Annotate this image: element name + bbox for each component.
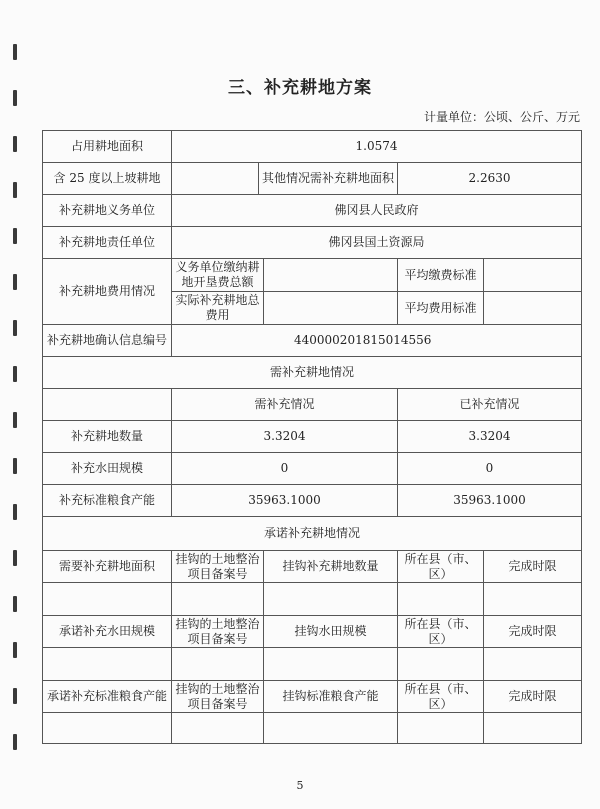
promise-heading: 承诺补充耕地情况 xyxy=(42,516,582,551)
blank-cell xyxy=(263,712,398,744)
blank-cell xyxy=(42,582,172,616)
avg-fee-label: 平均缴费标准 xyxy=(397,258,484,292)
promise-col-1: 挂钩的土地整治项目备案号 xyxy=(171,550,264,583)
binding-hole xyxy=(13,228,17,244)
need-header-blank xyxy=(42,388,172,421)
binding-hole xyxy=(13,642,17,658)
avg-fee-value xyxy=(483,258,582,292)
occupied-label: 占用耕地面积 xyxy=(42,130,172,163)
need-row-done: 35963.1000 xyxy=(397,484,582,517)
need-heading: 需补充耕地情况 xyxy=(42,356,582,389)
blank-cell xyxy=(263,582,398,616)
occupied-value: 1.0574 xyxy=(171,130,582,163)
done-col-header: 已补充情况 xyxy=(397,388,582,421)
promise-col-2: 挂钩水田规模 xyxy=(263,615,398,648)
promise-col-4: 完成时限 xyxy=(483,550,582,583)
avg-cost-value xyxy=(483,291,582,325)
other-label: 其他情况需补充耕地面积 xyxy=(258,162,398,195)
binding-hole xyxy=(13,688,17,704)
confirm-label: 补充耕地确认信息编号 xyxy=(42,324,172,357)
binding-hole xyxy=(13,734,17,750)
promise-label: 承诺补充水田规模 xyxy=(42,615,172,648)
blank-cell xyxy=(171,647,264,681)
actual-total-label: 实际补充耕地总费用 xyxy=(171,291,264,325)
page-title: 三、补充耕地方案 xyxy=(228,78,372,98)
blank-cell xyxy=(42,712,172,744)
binding-hole xyxy=(13,136,17,152)
promise-col-2: 挂钩补充耕地数量 xyxy=(263,550,398,583)
blank-cell xyxy=(397,712,484,744)
need-row-label: 补充标准粮食产能 xyxy=(42,484,172,517)
blank-cell xyxy=(397,647,484,681)
cost-label: 补充耕地费用情况 xyxy=(42,258,172,325)
binding-hole xyxy=(13,550,17,566)
blank-cell xyxy=(483,647,582,681)
blank-cell xyxy=(483,712,582,744)
avg-cost-label: 平均费用标准 xyxy=(397,291,484,325)
slope-value xyxy=(171,162,259,195)
promise-label: 需要补充耕地面积 xyxy=(42,550,172,583)
blank-cell xyxy=(397,582,484,616)
promise-col-2: 挂钩标准粮食产能 xyxy=(263,680,398,713)
other-value: 2.2630 xyxy=(397,162,582,195)
binding-hole xyxy=(13,320,17,336)
obligor-value: 佛冈县人民政府 xyxy=(171,194,582,227)
need-row-need: 3.3204 xyxy=(171,420,398,453)
blank-cell xyxy=(483,582,582,616)
blank-cell xyxy=(42,647,172,681)
obligor-label: 补充耕地义务单位 xyxy=(42,194,172,227)
binding-hole xyxy=(13,412,17,428)
unit-note: 计量单位：公顷、公斤、万元 xyxy=(423,110,580,124)
promise-col-3: 所在县（市、区） xyxy=(397,550,484,583)
need-col-header: 需补充情况 xyxy=(171,388,398,421)
promise-col-3: 所在县（市、区） xyxy=(397,680,484,713)
blank-cell xyxy=(263,647,398,681)
actual-total-value xyxy=(263,291,398,325)
promise-col-1: 挂钩的土地整治项目备案号 xyxy=(171,615,264,648)
need-row-need: 35963.1000 xyxy=(171,484,398,517)
binding-hole xyxy=(13,596,17,612)
need-row-need: 0 xyxy=(171,452,398,485)
need-row-label: 补充水田规模 xyxy=(42,452,172,485)
promise-col-4: 完成时限 xyxy=(483,615,582,648)
fee-total-label: 义务单位缴纳耕地开垦费总额 xyxy=(171,258,264,292)
slope-label: 含 25 度以上坡耕地 xyxy=(42,162,172,195)
confirm-value: 440000201815014556 xyxy=(171,324,582,357)
responsible-label: 补充耕地责任单位 xyxy=(42,226,172,259)
need-row-done: 0 xyxy=(397,452,582,485)
page-number: 5 xyxy=(296,779,304,792)
promise-label: 承诺补充标准粮食产能 xyxy=(42,680,172,713)
fee-total-value xyxy=(263,258,398,292)
blank-cell xyxy=(171,582,264,616)
binding-hole xyxy=(13,182,17,198)
need-row-done: 3.3204 xyxy=(397,420,582,453)
binding-hole xyxy=(13,44,17,60)
binding-hole xyxy=(13,274,17,290)
blank-cell xyxy=(171,712,264,744)
promise-col-1: 挂钩的土地整治项目备案号 xyxy=(171,680,264,713)
responsible-value: 佛冈县国土资源局 xyxy=(171,226,582,259)
binding-hole xyxy=(13,504,17,520)
promise-col-3: 所在县（市、区） xyxy=(397,615,484,648)
need-row-label: 补充耕地数量 xyxy=(42,420,172,453)
supplement-farmland-table xyxy=(42,130,582,744)
promise-col-4: 完成时限 xyxy=(483,680,582,713)
binding-hole xyxy=(13,458,17,474)
binding-hole xyxy=(13,366,17,382)
